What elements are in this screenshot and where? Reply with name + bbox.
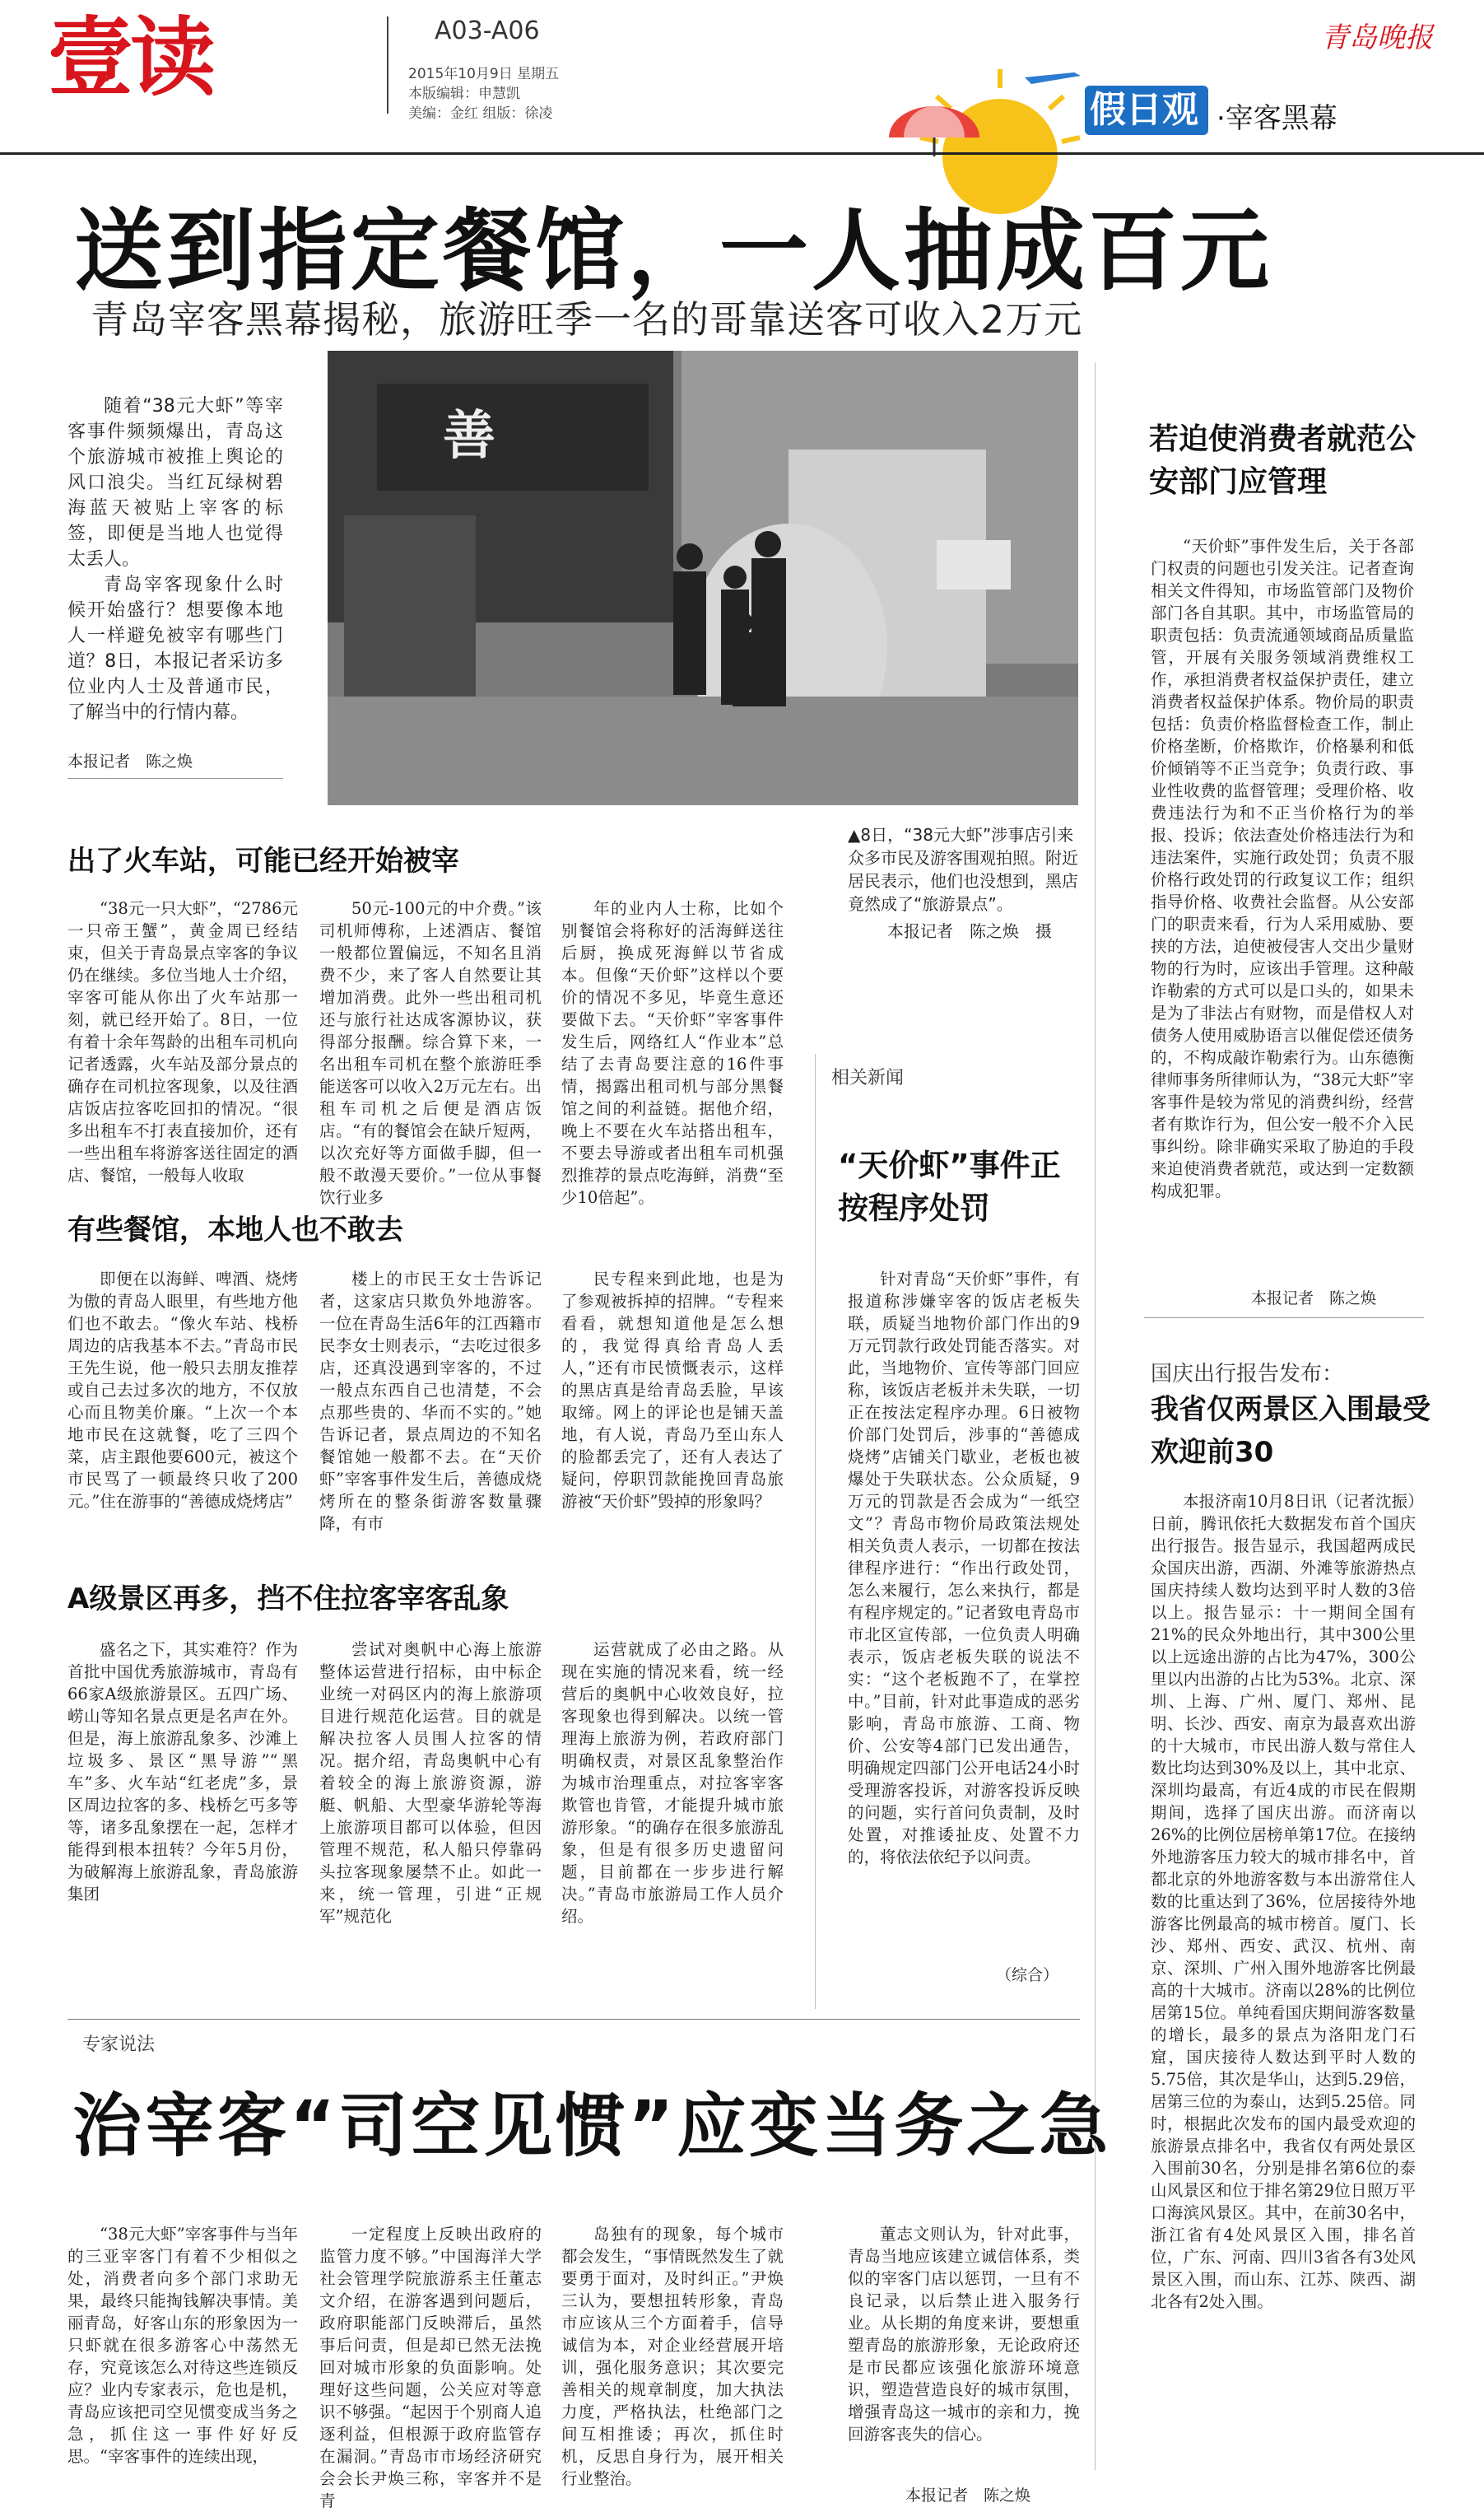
date-line: 2015年10月9日 星期五 xyxy=(408,66,560,82)
article-column xyxy=(319,1268,542,1531)
newspaper-brand: 青岛晚报 xyxy=(1321,21,1433,54)
expert-headline: 治宰客“司空见惯”应变当务之急 xyxy=(72,2086,1112,2166)
column-illustration xyxy=(856,59,1095,156)
right-title-1: 若迫使消费者就范公安部门应管理 xyxy=(1149,422,1417,499)
article-text: “38元大虾”宰客事件与当年的三亚宰客门有着不少相似之处，消费者向多个部门求助无果，最终只能掏钱解决事情。美丽青岛，好客山东的形象因为一只虾就在很多游客心中荡然无存，究竟该怎么对待这些连锁反应？业内专家表示，危也是机，青岛应该把司空见惯变成当务之急，抓住这一事件好好反思。“宰客事件的连续出现， xyxy=(67,2225,298,2466)
related-label: 相关新闻 xyxy=(831,1068,905,1088)
article-text: 针对青岛“天价虾”事件，有报道称涉嫌宰客的饭店老板失联，质疑当地物价部门作出的9万元罚款行政处罚能否落实。对此，当地物价、宣传等部门回应称，该饭店老板并未失联，一切正在按法定程序办理。6日被物价部门处罚后，涉事的“善德成烧烤”店铺关门歇业，老板也被爆处于失联状态。公众质疑，9万元的罚款是否会成为“一纸空文”？青岛市物价局政策法规处相关负责人表示，一切都在按法律程序进行：“作出行政处罚，怎么来履行，怎么来执行，都是有程序规定的。”记者致电青岛市市北区宣传部，一位负责人明确表示，饭店老板失联的说法不实：“这个老板跑不了，在掌控中。”目前，针对此事造成的恶劣影响，青岛市旅游、工商、物价、公安等4部门已发出通告，明确规定四部门公开电话24小时受理游客投诉，对游客投诉反映的问题，实行首问负责制，及时处置，对推诿扯皮、处置不力的，将依法依纪予以问责。 xyxy=(848,1270,1080,1867)
page-headline: 送到指定餐馆，一人抽成百元 xyxy=(74,200,1273,303)
article-text: 岛独有的现象，每个城市都会发生，“事情既然发生了就要勇于面对，及时纠正。”尹焕三认为，要想扭转形象，青岛市应该从三个方面着手，信导诚信为本，对企业经营展开培训，强化服务意识；其次要完善相关的规章制度，加大执法力度，严格执法，杜绝部门之间互相推诿；再次，抓住时机，反思自身行为，展开相关行业整治。 xyxy=(561,2225,784,2488)
article-column xyxy=(561,1268,784,1531)
article-text: “天价虾”事件发生后，关于各部门权责的问题也引发关注。记者查询相关文件得知，市场监管部门及物价部门各自其职。其中，市场监管局的职责包括：负责流通领域商品质量监管，开展有关服务领域消费维权工作，承担消费者权益保护责任，建立消费者权益保护体系。物价局的职责包括：负责价格监督检查工作，制止价格垄断，价格欺诈，价格暴利和低价倾销等不正当竞争；负责行政、事业性收费的监督管理；受理价格、收费违法行为和不正当价格行为的举报、投诉；依法查处价格违法行为和违法案件，实施行政处罚；负责不服价格行政处罚的行政复议工作；组织指导价格、收费社会监督。从公安部门的职责来看，行为人采用威胁、要挟的方法，迫使被侵害人交出少量财物的行为时，应该出手管理。这种敲诈勒索的方式可以是口头的，如果未是为了非法占有财物，而是借权人对债务人使用威胁语言以催促偿还债务的，不构成敲诈勒索行为。山东德衡律师事务所律师认为，“38元大虾”宰客事件是较为常见的消费纠纷，经营者有欺诈行为，但公安一般不介入民事纠纷。除非确实采取了胁迫的手段来迫使消费者就范，或达到一定数额构成犯罪。 xyxy=(1151,537,1414,1200)
section-title: 出了火车站，可能已经开始被宰 xyxy=(67,845,459,878)
article-column xyxy=(561,1638,784,1992)
editor-line: 本版编辑：申慧凯 xyxy=(408,86,520,102)
divider xyxy=(1144,1317,1424,1318)
expert-byline: 本报记者 陈之焕 xyxy=(905,2486,1031,2505)
divider xyxy=(67,778,283,779)
article-column xyxy=(67,1638,298,1992)
article-text: 50元-100元的中介费。”该司机师傅称，上述酒店、餐馆一般都位置偏远，不知名且消费不少，来了客人自然要让其增加消费。此外一些出租司机还与旅行社达成客源协议，获得部分报酬。综合算下来，一名出租车司机在整个旅游旺季能送客可以收入2万元左右。出租车司机之后便是酒店饭店。“有的餐馆会在缺斤短两，以次充好等方面做手脚，但一般不敢漫天要价。”一位从事餐饮行业多 xyxy=(319,899,542,1207)
top-rule xyxy=(0,152,1484,155)
page-subhead: 青岛宰客黑幕揭秘，旅游旺季一名的哥靠送客可收入2万元 xyxy=(91,297,1083,342)
right-body-2 xyxy=(1151,1490,1416,2503)
article-text: 盛名之下，其实难符？作为首批中国优秀旅游城市，青岛有66家A级旅游景区。五四广场、崂山等知名景点更是名声在外。但是，海上旅游乱象多、沙滩上垃圾多、景区“黑导游”“黑车”多、火车站“红老虎”多，景区周边拉客的多、栈桥乞丐多等等，诸多乱象摆在一起，怎样才能得到根本扭转？今年5月份，为破解海上旅游乱象，青岛旅游集团 xyxy=(67,1640,298,1904)
article-column xyxy=(67,1268,298,1531)
masthead-divider xyxy=(387,16,388,114)
expert-column xyxy=(67,2223,298,2503)
right-body-1 xyxy=(1151,535,1414,1276)
section-title: 有些餐馆，本地人也不敢去 xyxy=(67,1214,403,1247)
article-text: “38元一只大虾”，“2786元一只帝王蟹”，黄金周已经结束，但关于青岛景点宰客的争议仍在继续。多位当地人士介绍，宰客可能从你出了火车站那一刻，就已经开始了。8日，一位有着十余年驾龄的出租车司机向记者透露，火车站及部分景点的确存在司机拉客现象，以及往酒店饭店拉客吃回扣的情况。“很多出租车不打表直接加价，还有一些出租车将游客送往固定的酒店、餐馆，一般每人收取 xyxy=(67,899,298,1185)
related-source: （综合） xyxy=(996,1966,1059,1984)
article-text: 运营就成了必由之路。从现在实施的情况来看，统一经营后的奥帆中心收效良好，拉客现象也得到解决。以统一管理海上旅游为例，若政府部门明确权责，对景区乱象整治作为城市治理重点，对拉客宰客欺管也肯管，才能提升城市旅游形象。“的确存在很多旅游乱象，但是有很多历史遗留问题，目前都在一步步进行解决。”青岛市旅游局工作人员介绍。 xyxy=(561,1640,784,1926)
article-text: 尝试对奥帆中心海上旅游整体运营进行招标，由中标企业统一对码区内的海上旅游项目进行规范化运营。目的就是解决拉客人员围人拉客的情况。据介绍，青岛奥帆中心有着较全的海上旅游资源，游艇、帆船、大型豪华游轮等海上旅游项目都可以体验，但因管理不规范，私人船只停靠码头拉客现象屡禁不止。如此一来，统一管理，引进“正规军”规范化 xyxy=(319,1640,542,1926)
article-column xyxy=(67,897,298,1185)
page-code: A03-A06 xyxy=(435,16,540,45)
article-text: 即便在以海鲜、啤酒、烧烤为傲的青岛人眼里，有些地方他们也不敢去。“像火车站、栈桥周边的店我基本不去。”青岛市民王先生说，他一般只去朋友推荐或自己去过多次的地方，不仅放心而且物美价廉。“上次一个本地市民在这就餐，吃了三四个菜，店主跟他要600元，被这个市民骂了一顿最终只收了200元。”住在游事的“善德成烧烤店” xyxy=(67,1270,298,1511)
expert-label: 专家说法 xyxy=(82,2034,156,2055)
design-line: 美编：金红 组版：徐凌 xyxy=(408,105,553,122)
lead-paragraph: 随着“38元大虾”等宰客事件频频爆出，青岛这个旅游城市被推上舆论的风口浪尖。当红瓦绿树碧海蓝天被贴上宰客的标签，即便是当地人也觉得太丢人。 xyxy=(67,396,283,570)
photo-scene xyxy=(328,351,1078,805)
expert-column xyxy=(848,2223,1080,2470)
article-text: 本报济南10月8日讯（记者沈振）日前，腾讯依托大数据发布首个国庆出行报告。报告显示，我国超两成民众国庆出游，西湖、外滩等旅游热点国庆持续人数均达到平时人数的3倍以上。报告显示：十一期间全国有21%的民众外地出行，其中300公里以上远途出游的占比为47%，300公里以内出游的占比为53%。北京、深圳、上海、广州、厦门、郑州、昆明、长沙、西安、南京为最喜欢出游的十大城市，市民出游人数与常住人数比均达到30%及以上，其中北京、深圳均最高，有近4成的市民在假期期间，选择了国庆出游。而济南以26%的比例位居榜单第17位。在接纳外地游客压力较大的城市排名中，首都北京的外地游客数与本出游常住人数的比重达到了36%，位居接待外地游客比例最高的城市榜首。厦门、长沙、郑州、西安、武汉、杭州、南京、深圳、广州入围外地游客比例最高的十大城市。济南以28%的比例位居第15位。单纯看国庆期间游客数量的增长，最多的景点为洛阳龙门石窟，国庆接待人数达到平时人数的5.75倍，其次是华山，达到5.29倍，居第三位的为泰山，达到5.25倍。同时，根据此次发布的国内最受欢迎的旅游景点排名中，我省仅有两处景区入围前30名，分别是排名第6位的泰山风景区和位于排名第29位日照万平口海滨风景区。其中，在前30名中，浙江省有4处风景区入围，排名首位，广东、河南、四川3省各有3处风景区入围，而山东、江苏、陕西、湖北各有2处入围。 xyxy=(1151,1492,1416,2311)
expert-column xyxy=(319,2223,542,2510)
right-label-2: 国庆出行报告发布： xyxy=(1151,1362,1344,1386)
related-title: “天价虾”事件正按程序处罚 xyxy=(838,1148,1061,1226)
lead-paragraph: 青岛宰客现象什么时候开始盛行？想要像本地人一样避免被宰有哪些门道？8日，本报记者采访多位业内人士及普通市民，了解当中的行情内幕。 xyxy=(67,575,283,723)
column-subtitle: ·宰客黑幕 xyxy=(1217,102,1337,135)
related-body xyxy=(848,1268,1080,1951)
news-photo xyxy=(328,351,1078,805)
article-column xyxy=(319,897,542,1207)
expert-column xyxy=(561,2223,784,2503)
lead-intro xyxy=(67,394,283,725)
masthead-logo: 壹读 xyxy=(48,7,213,108)
right-byline-1: 本报记者 陈之焕 xyxy=(1251,1289,1377,1307)
airplane-icon xyxy=(1025,72,1081,84)
article-text: 楼上的市民王女士告诉记者，这家店只欺负外地游客。一位在青岛生活6年的江西籍市民李女士则表示，“去吃过很多店，还真没遇到宰客的，不过一般点东西自己也清楚，不会点那些贵的、华而不实的。”她告诉记者，景点周边的不知名餐馆她一般都不去。在“天价虾”宰客事件发生后，善德成烧烤所在的整条街游客数量骤降，有市 xyxy=(319,1270,542,1533)
photo-caption: ▲8日，“38元大虾”涉事店引来众多市民及游客围观拍照。附近居民表示，他们也没想到，黑店竟然成了“旅游景点”。 xyxy=(848,825,1078,914)
article-column xyxy=(561,897,784,1207)
divider xyxy=(67,2019,1080,2020)
lead-byline: 本报记者 陈之焕 xyxy=(67,753,193,771)
right-title-2: 我省仅两景区入围最受欢迎前30 xyxy=(1151,1393,1431,1469)
article-text: 董志文则认为，针对此事，青岛当地应该建立诚信体系，类似的宰客门店以惩罚，一旦有不良记录，以后禁止进入服务行业。从长期的角度来讲，要想重塑青岛的旅游形象，无论政府还是市民都应该强化旅游环境意识，塑造营造良好的城市氛围，增强青岛这一城市的亲和力，挽回游客丧失的信心。 xyxy=(848,2225,1080,2444)
section-title: A级景区再多，挡不住拉客宰客乱象 xyxy=(67,1582,509,1615)
article-text: 一定程度上反映出政府的监管力度不够。”中国海洋大学社会管理学院旅游系主任董志文介绍，在游客遇到问题后，政府职能部门反映滞后，虽然事后问责，但是却已然无法挽回对城市形象的负面影响。处理好这些问题，公关应对等意识不够强。“起因于个别商人追逐利益，但根源于政府监管存在漏洞。”青岛市市场经济研究会会长尹焕三称，宰客并不是青 xyxy=(319,2225,542,2510)
photo-credit: 本报记者 陈之焕 摄 xyxy=(887,921,1052,941)
column-name: 假日观 xyxy=(1090,89,1198,131)
article-text: 民专程来到此地，也是为了参观被拆掉的招牌。“专程来看看，就想知道他是怎么想的，我觉得真给青岛人丢人，”还有市民愤慨表示，这样的黑店真是给青岛丢脸，早该取缔。网上的评论也是铺天盖地，有人说，青岛乃至山东人的脸都丢完了，还有人表达了疑问，停职罚款能挽回青岛旅游被“天价虾”毁掉的形象吗？ xyxy=(561,1270,784,1511)
article-text: 年的业内人士称，比如个别餐馆会将称好的活海鲜送往后厨，换成死海鲜以节省成本。但像“天价虾”这样以个要价的情况不多见，毕竟生意还要做下去。“天价虾”宰客事件发生后，网络红人“作业本”总结了去青岛要注意的16件事情，揭露出租司机与部分黑餐馆之间的利益链。据他介绍，晚上不要在火车站搭出租车，不要去导游或者出租车司机强烈推荐的景点吃海鲜，消费“至少10倍起”。 xyxy=(561,899,784,1207)
column-divider xyxy=(815,1054,816,2009)
article-column xyxy=(319,1638,542,1992)
shop-sign: 善 xyxy=(443,406,495,467)
